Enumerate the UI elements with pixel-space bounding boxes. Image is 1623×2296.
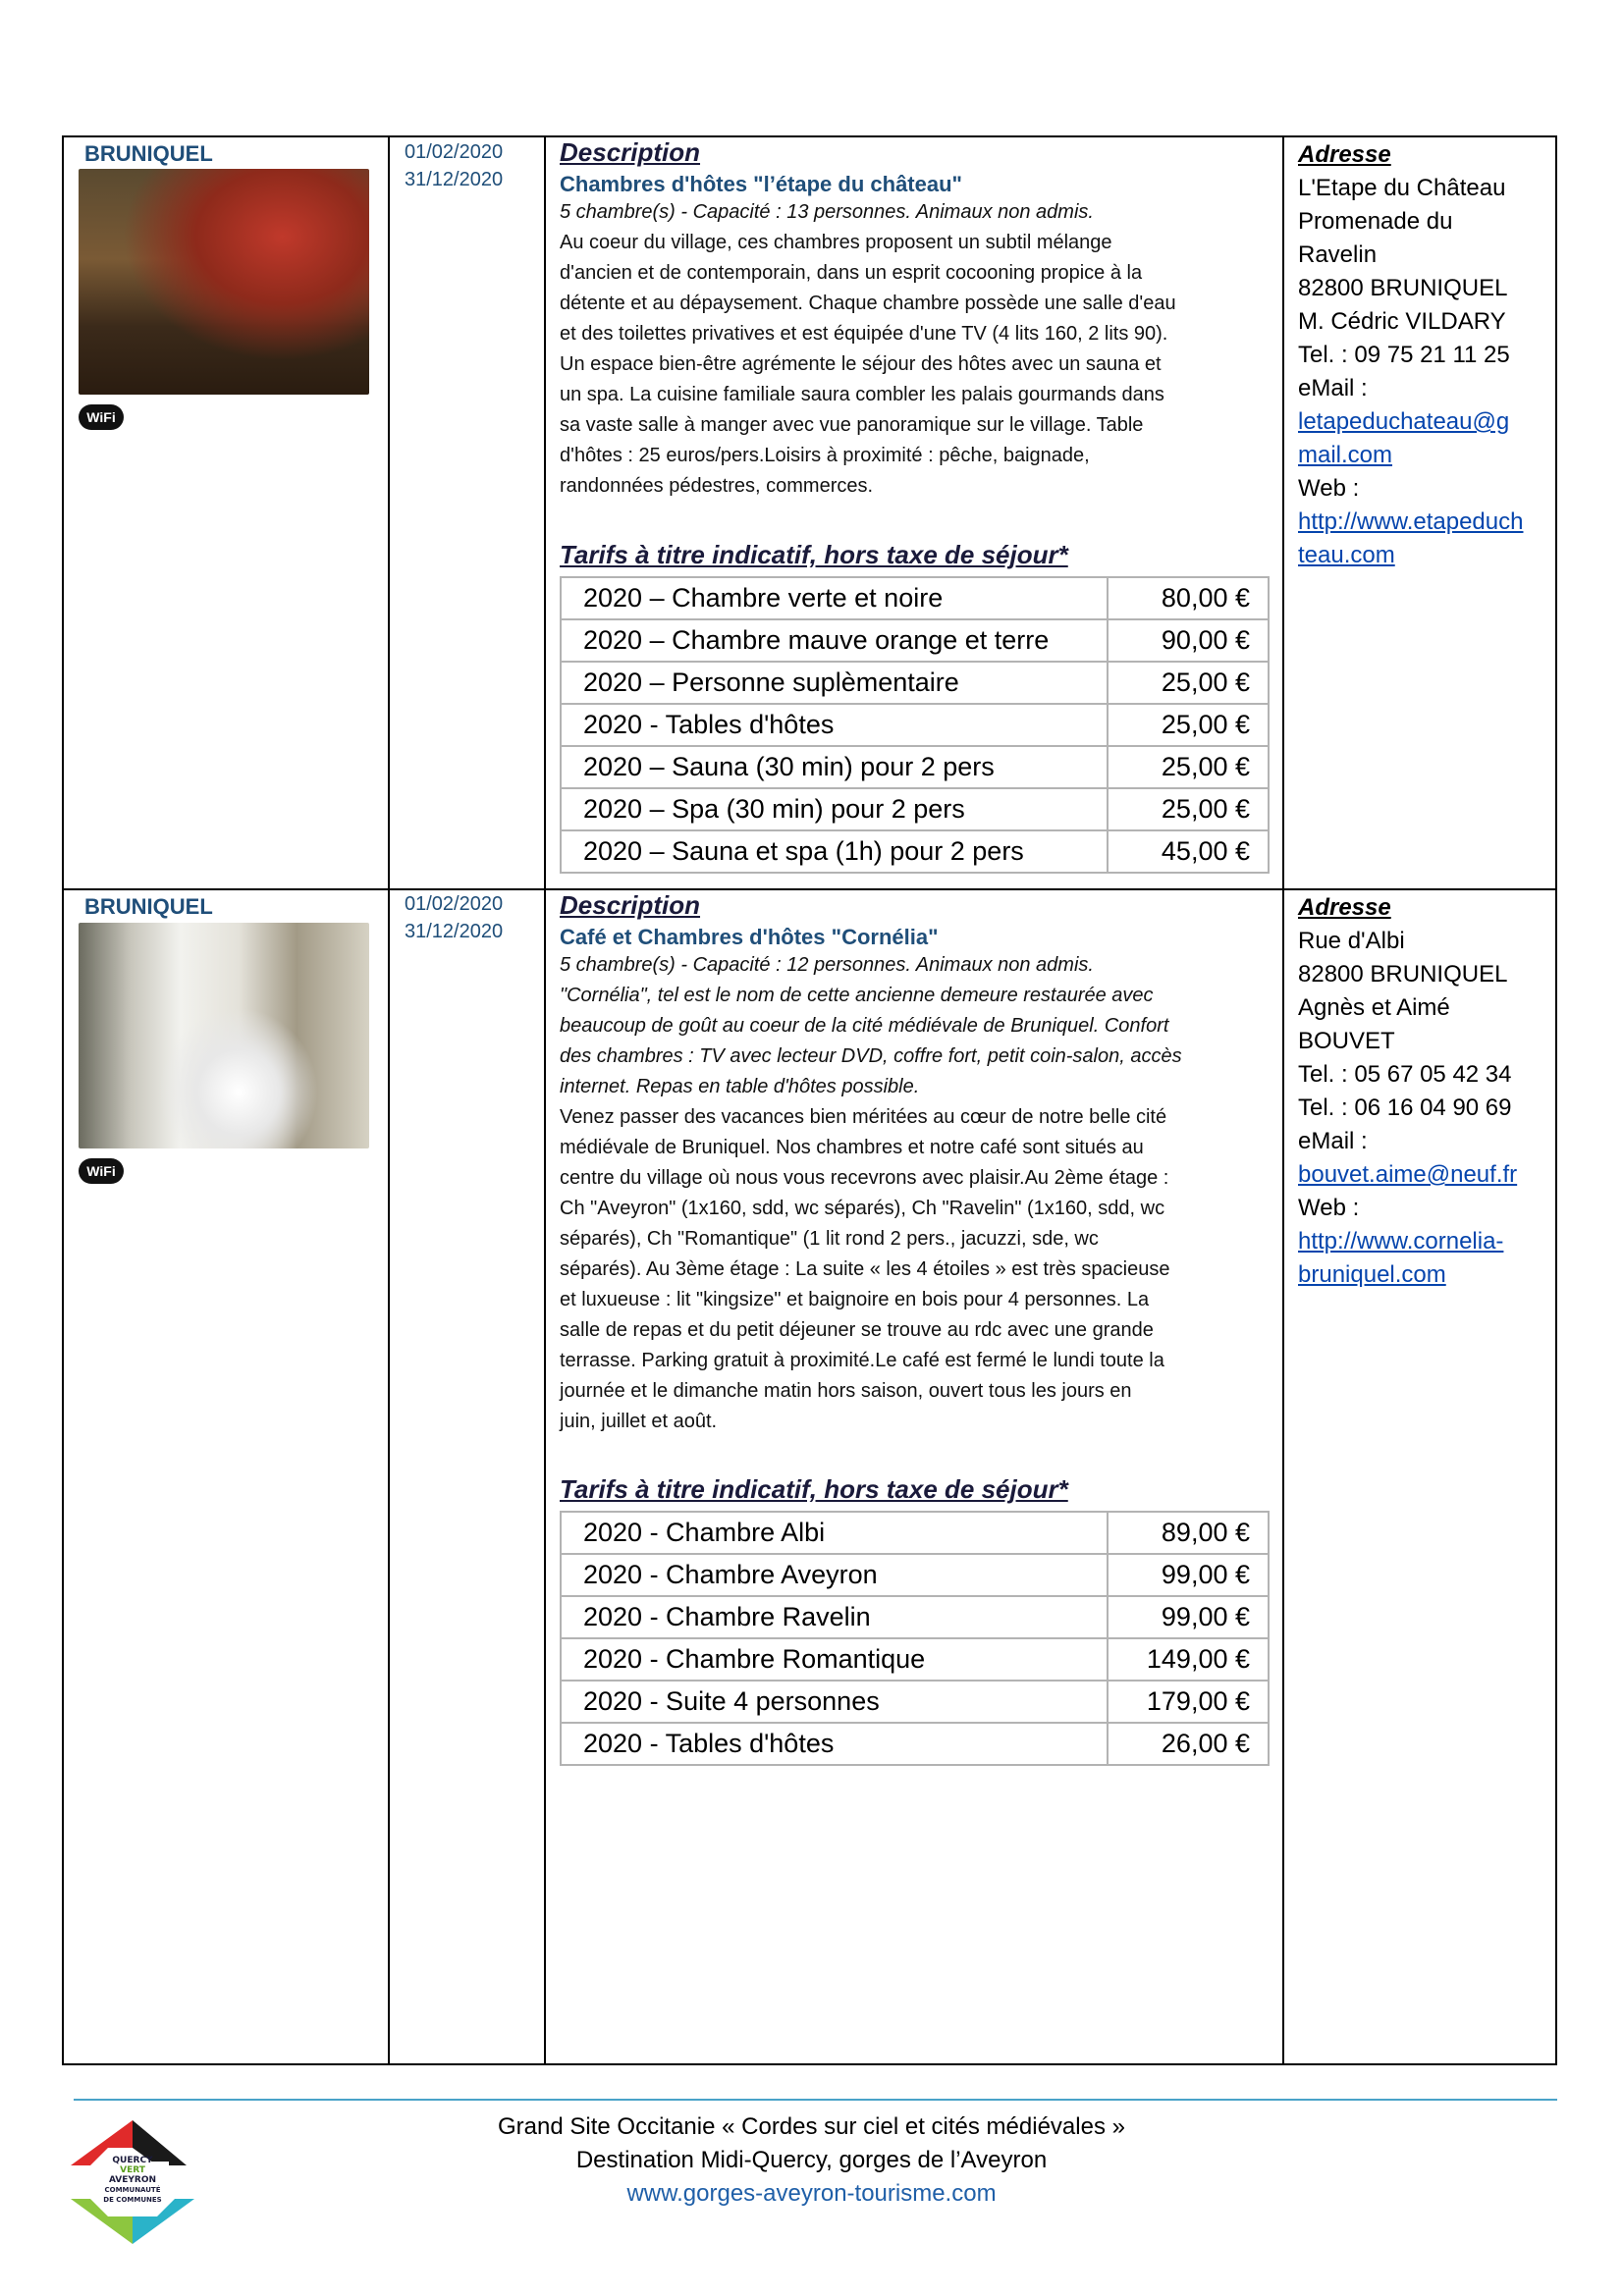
wifi-icon: WiFi	[79, 404, 124, 430]
tarif-label: 2020 - Chambre Romantique	[561, 1638, 1108, 1681]
listing-body	[560, 1102, 1276, 1437]
body-line: sa vaste salle à manger avec vue panoramique sur le village. Table	[560, 414, 1144, 436]
tarif-price: 25,00 €	[1108, 746, 1269, 788]
body-line: d'hôtes : 25 euros/pers.Loisirs à proximité : pêche, baignade,	[560, 445, 1090, 466]
tarif-label: 2020 - Chambre Albi	[561, 1512, 1108, 1554]
email-link[interactable]: mail.com	[1298, 442, 1393, 468]
body-line: et luxueuse : lit "kingsize" et baignoire en bois pour 4 personnes. La	[560, 1289, 1150, 1310]
web-label: Web :	[1298, 1195, 1360, 1221]
table-row	[561, 788, 1269, 830]
tarif-label: 2020 – Sauna (30 min) pour 2 pers	[561, 746, 1108, 788]
body-line: Ch "Aveyron" (1x160, sdd, wc séparés), Ch "Ravelin" (1x160, sdd, wc	[560, 1198, 1165, 1219]
date-end: 31/12/2020	[405, 169, 504, 190]
address-line: 82800 BRUNIQUEL	[1298, 961, 1508, 988]
town-label: BRUNIQUEL	[84, 141, 213, 166]
date-range	[405, 138, 503, 193]
address-line: Tel. : 06 16 04 90 69	[1298, 1095, 1512, 1121]
body-line: randonnées pédestres, commerces.	[560, 475, 874, 497]
logo-word: QUERCY	[112, 2156, 153, 2165]
logo-word: VERT	[120, 2165, 145, 2175]
body-line: salle de repas et du petit déjeuner se trouve au rdc avec une grande	[560, 1319, 1154, 1341]
address-block	[1298, 891, 1555, 1292]
table-row	[561, 1723, 1269, 1765]
column-divider	[388, 135, 390, 2065]
address-line: M. Cédric VILDARY	[1298, 308, 1506, 335]
intro-line: internet. Repas en table d'hôtes possible.	[560, 1076, 920, 1097]
tarif-price: 25,00 €	[1108, 662, 1269, 704]
description-heading: Description	[560, 890, 701, 920]
address-line: Tel. : 09 75 21 11 25	[1298, 342, 1510, 368]
tarif-price: 26,00 €	[1108, 1723, 1269, 1765]
date-range	[405, 890, 503, 945]
body-line: un spa. La cuisine familiale saura combler les palais gourmands dans	[560, 384, 1164, 405]
web-link[interactable]: bruniquel.com	[1298, 1261, 1446, 1288]
tarif-price: 90,00 €	[1108, 619, 1269, 662]
table-row	[561, 1512, 1269, 1554]
town-label: BRUNIQUEL	[84, 894, 213, 919]
tarif-price: 89,00 €	[1108, 1512, 1269, 1554]
footer-website-link[interactable]: www.gorges-aveyron-tourisme.com	[626, 2180, 997, 2207]
footer-line-1: Grand Site Occitanie « Cordes sur ciel et cités médiévales »	[498, 2113, 1125, 2140]
address-line: L'Etape du Château	[1298, 175, 1506, 201]
listing-body	[560, 228, 1276, 502]
intro-line: des chambres : TV avec lecteur DVD, coffre fort, petit coin-salon, accès	[560, 1045, 1182, 1067]
table-row	[561, 704, 1269, 746]
address-line: Ravelin	[1298, 241, 1378, 268]
footer-divider	[74, 2099, 1557, 2101]
web-label: Web :	[1298, 475, 1360, 502]
date-end: 31/12/2020	[405, 921, 504, 942]
listing-photo	[79, 169, 369, 395]
email-link[interactable]: bouvet.aime@neuf.fr	[1298, 1161, 1518, 1188]
table-row	[561, 577, 1269, 619]
body-line: médiévale de Bruniquel. Nos chambres et notre café sont situés au	[560, 1137, 1144, 1158]
intro-line: beaucoup de goût au coeur de la cité médiévale de Bruniquel. Confort	[560, 1015, 1169, 1037]
tarif-price: 80,00 €	[1108, 577, 1269, 619]
listing-name: Café et Chambres d'hôtes "Cornélia"	[560, 925, 939, 949]
address-line: BOUVET	[1298, 1028, 1395, 1054]
column-divider	[1282, 135, 1284, 2065]
body-line: Un espace bien-être agrémente le séjour des hôtes avec un sauna et	[560, 353, 1162, 375]
tarif-label: 2020 – Chambre verte et noire	[561, 577, 1108, 619]
address-heading: Adresse	[1298, 894, 1391, 921]
web-link[interactable]: http://www.etapeduch	[1298, 508, 1524, 535]
listing-summary: 5 chambre(s) - Capacité : 12 personnes. Animaux non admis.	[560, 954, 1094, 976]
tarif-price: 179,00 €	[1108, 1681, 1269, 1723]
tarif-price: 149,00 €	[1108, 1638, 1269, 1681]
footer-line-2: Destination Midi-Quercy, gorges de l’Aveyron	[575, 2147, 1048, 2173]
tarif-label: 2020 – Personne suplèmentaire	[561, 662, 1108, 704]
tarifs-table	[560, 576, 1270, 874]
body-line: centre du village où nous vous recevrons avec plaisir.Au 2ème étage :	[560, 1167, 1169, 1189]
listing-intro	[560, 981, 1276, 1102]
tarif-label: 2020 - Chambre Ravelin	[561, 1596, 1108, 1638]
description-block	[560, 137, 1276, 502]
tarif-label: 2020 – Sauna et spa (1h) pour 2 pers	[561, 830, 1108, 873]
date-start: 01/02/2020	[405, 893, 504, 915]
tarif-label: 2020 – Spa (30 min) pour 2 pers	[561, 788, 1108, 830]
description-heading: Description	[560, 137, 701, 167]
web-link[interactable]: teau.com	[1298, 542, 1395, 568]
web-link[interactable]: http://www.cornelia-	[1298, 1228, 1504, 1255]
tarifs-table	[560, 1511, 1270, 1766]
body-line: d'ancien et de contemporain, dans un esprit cocooning propice à la	[560, 262, 1143, 284]
body-line: séparés). Au 3ème étage : La suite « les 4 étoiles » est très spacieuse	[560, 1258, 1170, 1280]
tarif-price: 99,00 €	[1108, 1554, 1269, 1596]
tarif-price: 45,00 €	[1108, 830, 1269, 873]
body-line: terrasse. Parking gratuit à proximité.Le café est fermé le lundi toute la	[560, 1350, 1164, 1371]
table-row	[561, 830, 1269, 873]
address-line: Rue d'Albi	[1298, 928, 1405, 954]
address-block	[1298, 138, 1555, 572]
body-line: journée et le dimanche matin hors saison, ouvert tous les jours en	[560, 1380, 1132, 1402]
address-line: 82800 BRUNIQUEL	[1298, 275, 1508, 301]
logo-word: AVEYRON	[108, 2175, 157, 2185]
table-row	[561, 746, 1269, 788]
body-line: détente et au dépaysement. Chaque chambre possède une salle d'eau	[560, 293, 1176, 314]
listing-photo	[79, 923, 369, 1148]
table-row	[561, 1638, 1269, 1681]
listing-name: Chambres d'hôtes "l’étape du château"	[560, 172, 962, 196]
address-line: eMail :	[1298, 375, 1368, 401]
footer-text	[0, 2110, 1623, 2211]
body-line: Venez passer des vacances bien méritées au cœur de notre belle cité	[560, 1106, 1167, 1128]
table-row	[561, 1681, 1269, 1723]
tarif-label: 2020 - Chambre Aveyron	[561, 1554, 1108, 1596]
table-row	[561, 619, 1269, 662]
address-heading: Adresse	[1298, 141, 1391, 168]
email-link[interactable]: letapeduchateau@g	[1298, 408, 1510, 435]
body-line: juin, juillet et août.	[560, 1411, 718, 1432]
address-line: Agnès et Aimé	[1298, 994, 1450, 1021]
tarif-label: 2020 – Chambre mauve orange et terre	[561, 619, 1108, 662]
wifi-icon: WiFi	[79, 1158, 124, 1184]
logo-word: DE COMMUNES	[103, 2196, 162, 2204]
column-divider	[544, 135, 546, 2065]
address-line: eMail :	[1298, 1128, 1368, 1154]
tarif-label: 2020 - Tables d'hôtes	[561, 1723, 1108, 1765]
tarifs-heading: Tarifs à titre indicatif, hors taxe de séjour*	[560, 540, 1068, 569]
table-row	[561, 662, 1269, 704]
listing-summary: 5 chambre(s) - Capacité : 13 personnes. Animaux non admis.	[560, 201, 1094, 223]
intro-line: "Cornélia", tel est le nom de cette ancienne demeure restaurée avec	[560, 985, 1154, 1006]
logo-word: COMMUNAUTÉ	[104, 2186, 161, 2194]
description-block	[560, 890, 1276, 1437]
tarif-price: 25,00 €	[1108, 704, 1269, 746]
tarif-label: 2020 - Suite 4 personnes	[561, 1681, 1108, 1723]
table-row	[561, 1554, 1269, 1596]
address-line: Tel. : 05 67 05 42 34	[1298, 1061, 1512, 1088]
tarifs-heading: Tarifs à titre indicatif, hors taxe de séjour*	[560, 1474, 1068, 1504]
body-line: et des toilettes privatives et est équipée d'une TV (4 lits 160, 2 lits 90).	[560, 323, 1168, 345]
body-line: séparés), Ch "Romantique" (1 lit rond 2 pers., jacuzzi, sde, wc	[560, 1228, 1099, 1250]
tarif-price: 99,00 €	[1108, 1596, 1269, 1638]
table-row	[561, 1596, 1269, 1638]
address-line: Promenade du	[1298, 208, 1453, 235]
body-line: Au coeur du village, ces chambres proposent un subtil mélange	[560, 232, 1112, 253]
tarif-price: 25,00 €	[1108, 788, 1269, 830]
date-start: 01/02/2020	[405, 141, 504, 163]
tarif-label: 2020 - Tables d'hôtes	[561, 704, 1108, 746]
